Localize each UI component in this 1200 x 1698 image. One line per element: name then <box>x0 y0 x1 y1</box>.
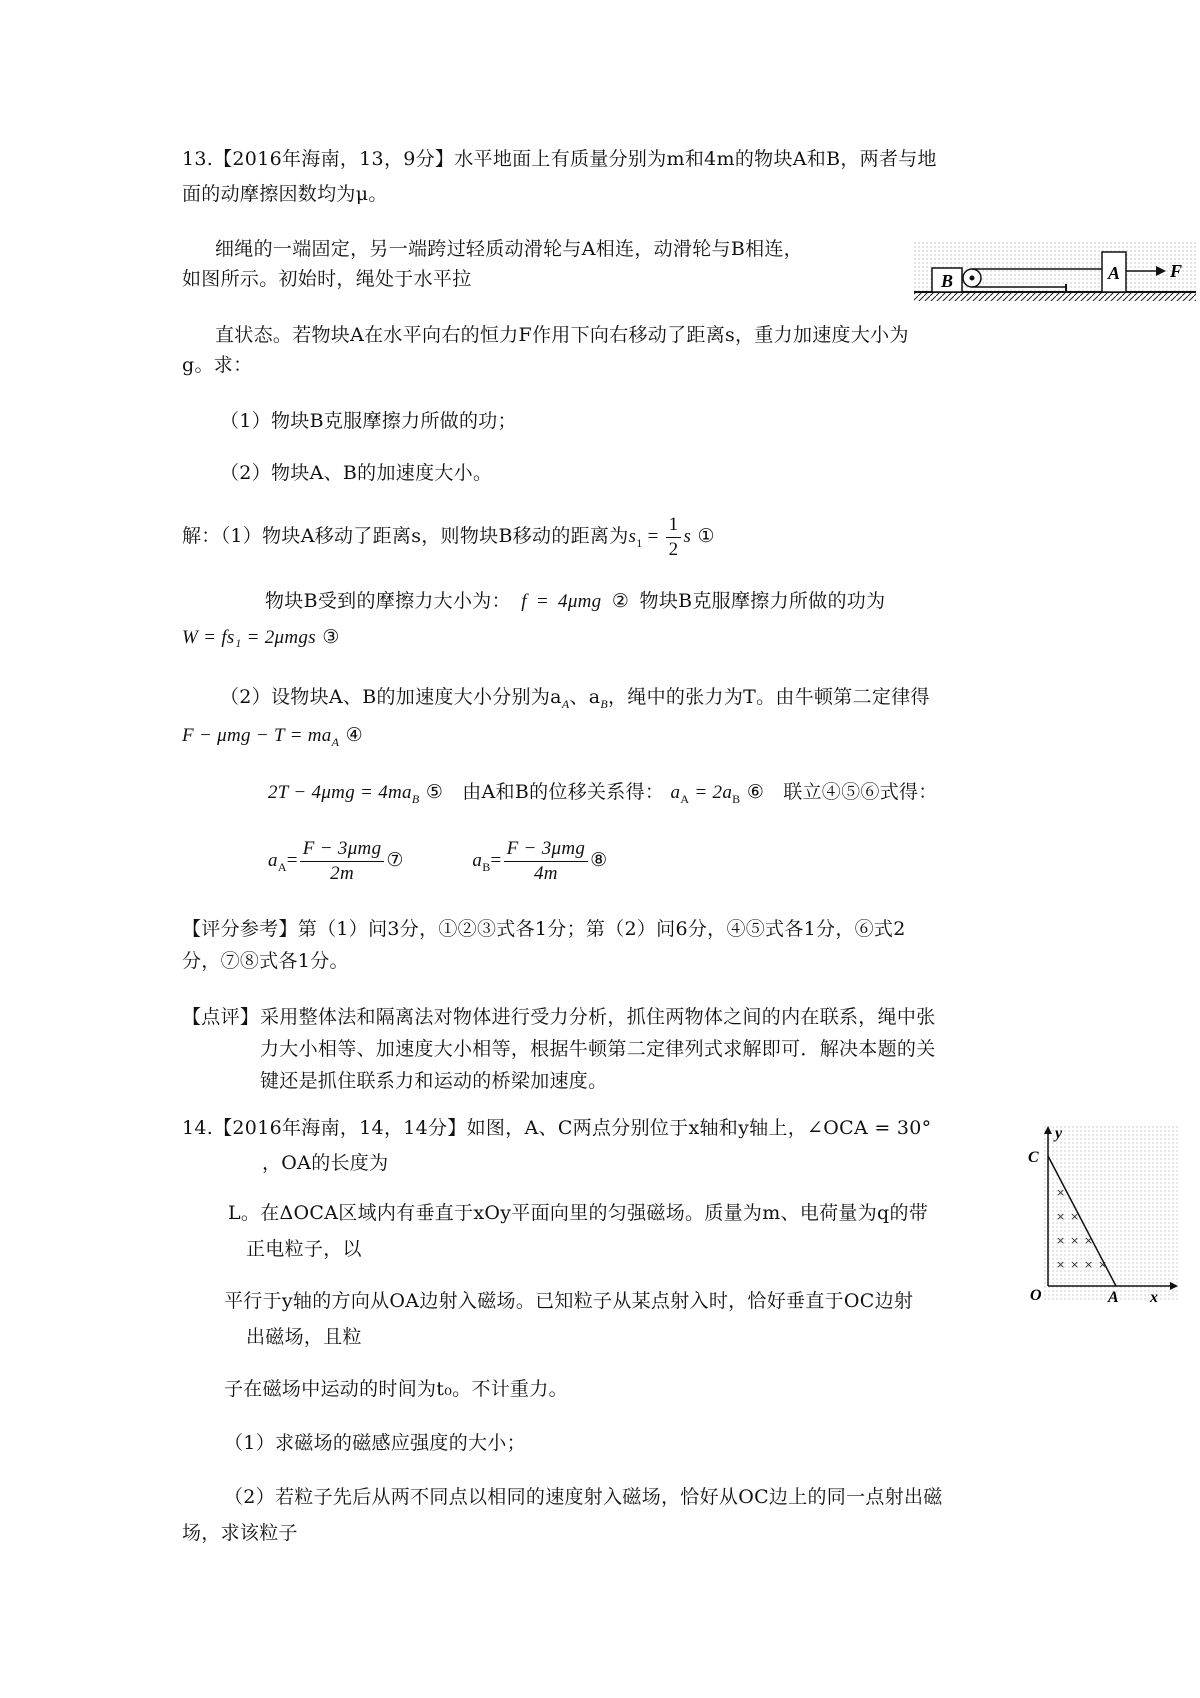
sol13-fraction-num: 1 <box>666 513 682 538</box>
point-c-label: C <box>1028 1149 1039 1166</box>
sol13-result-b-den: 4m <box>533 862 558 884</box>
sol13-result-b-sub: B <box>482 859 491 874</box>
sol13-mark-3: ③ <box>322 626 340 648</box>
pulley-axle-icon <box>970 276 975 281</box>
sol13-step-5 <box>182 722 363 755</box>
sol13-displacement-rhs: = 2a <box>689 782 733 803</box>
block-pulley-diagram <box>906 242 1200 306</box>
sol13-result-b-lhs: a <box>472 850 483 871</box>
sol13-step-1-text: 解：（1）物块A移动了距离s，则物块B移动的距离为 <box>182 525 629 547</box>
cross-mark: × <box>1070 1234 1080 1247</box>
review-line-1: 采用整体法和隔离法对物体进行受力分析，抓住两物体之间的内在联系，绳中张 <box>260 1006 936 1028</box>
sol13-step-4-text-b: 、a <box>569 686 601 708</box>
q13-line-1: 13.【2016年海南，13，9分】水平地面上有质量分别为m和4m的物块A和B，两者与地 <box>182 148 937 170</box>
sol13-mark-1: ① <box>697 525 715 547</box>
q13-line-2: 面的动摩擦因数均为μ。 <box>182 183 388 205</box>
grading-line-1: 【评分参考】第（1）问3分，①②③式各1分；第（2）问6分，④⑤式各1分，⑥式2 <box>182 918 906 940</box>
sol13-step-1-fraction <box>666 513 682 562</box>
cross-mark: × <box>1070 1258 1080 1271</box>
q13-para-1a: 细绳的一端固定，另一端跨过轻质动滑轮与A相连，动滑轮与B相连， <box>215 238 803 260</box>
sol13-displacement-lhs: a <box>670 782 681 803</box>
sol13-step-1-lhs-sub: 1 <box>636 535 643 550</box>
q13-para-1b: 如图所示。初始时，绳处于水平拉 <box>182 268 472 290</box>
sol13-step-4-sub-b: B <box>600 696 609 711</box>
y-axis-label: y <box>1055 1125 1063 1142</box>
grading-line-2: 分，⑦⑧式各1分。 <box>182 950 349 972</box>
sol13-friction-formula: f = 4μmg <box>521 591 602 612</box>
cross-mark: × <box>1084 1234 1094 1247</box>
sol13-mark-8: ⑧ <box>590 849 608 871</box>
review-line-3: 键还是抓住联系力和运动的桥梁加速度。 <box>260 1070 608 1092</box>
sol13-mark-5: ⑤ <box>425 781 444 803</box>
q14-line-1: 14.【2016年海南，14，14分】如图，A、C两点分别位于x轴和y轴上，∠OCA = 30° <box>182 1117 932 1139</box>
sol13-mark-6: ⑥ <box>746 781 765 803</box>
block-b-label: B <box>940 271 954 291</box>
cross-mark: × <box>1056 1210 1066 1223</box>
point-a-label: A <box>1108 1289 1119 1304</box>
sol13-step-1-lhs: s <box>628 526 637 547</box>
sol13-newton-a-formula: F − μmg − T = ma <box>182 725 332 746</box>
sol13-step-2b-text: 物块B克服摩擦力所做的功为 <box>639 590 886 612</box>
sol13-mark-7: ⑦ <box>386 849 404 871</box>
sol13-displacement-text: 由A和B的位移关系得： <box>462 781 665 803</box>
sol13-newton-b-formula: 2T − 4μmg = 4ma <box>268 782 412 803</box>
sol13-fraction-den: 2 <box>668 538 679 560</box>
block-a-label: A <box>1107 263 1121 283</box>
sol13-step-2 <box>265 588 885 615</box>
sol13-step-1 <box>182 508 715 571</box>
cross-mark: × <box>1070 1210 1080 1223</box>
sol13-result-b-num: F − 3μmg <box>504 837 589 862</box>
cross-mark: × <box>1056 1234 1066 1247</box>
q13-para-2a: 直状态。若物块A在水平向右的恒力F作用下向右移动了距离s，重力加速度大小为 <box>215 324 909 346</box>
sol13-step-1-eq: = <box>642 526 664 547</box>
cross-mark: × <box>1098 1258 1108 1271</box>
sol13-mark-2: ② <box>611 590 630 612</box>
sol13-newton-b-sub: B <box>411 791 420 806</box>
review-line-2: 力大小相等、加速度大小相等，根据牛顿第二定律列式求解即可．解决本题的关 <box>260 1038 936 1060</box>
sol13-work-formula: W = fs₁ = 2μmgs <box>182 627 316 648</box>
q14-line-2: ，OA的长度为 <box>262 1152 389 1174</box>
sol13-result-a-sub: A <box>277 859 287 874</box>
sol13-step-4-text-a: （2）设物块A、B的加速度大小分别为a <box>220 686 562 708</box>
q13-ask-1: （1）物块B克服摩擦力所做的功； <box>220 410 517 432</box>
magnetic-field-diagram <box>1024 1122 1182 1304</box>
sol13-result-a-den: 2m <box>330 862 354 884</box>
sol13-step-2-text: 物块B受到的摩擦力大小为： <box>265 590 511 612</box>
sol13-result-a-eq: = <box>286 850 298 871</box>
ground-hatch <box>914 293 1196 301</box>
sol13-result-a-lhs: a <box>268 850 278 871</box>
sol13-mark-4: ④ <box>345 724 363 746</box>
origin-label: O <box>1030 1287 1042 1304</box>
sol13-result-b-fraction <box>504 837 589 886</box>
q14-line-7: 子在磁场中运动的时间为t₀。不计重力。 <box>224 1378 568 1400</box>
sol13-newton-a-sub: A <box>331 734 340 749</box>
q14-line-6: 出磁场，且粒 <box>246 1326 362 1348</box>
x-axis-label: x <box>1150 1289 1158 1304</box>
q13-ask-2: （2）物块A、B的加速度大小。 <box>220 462 493 484</box>
sol13-step-6 <box>268 779 938 812</box>
cross-mark: × <box>1084 1258 1094 1271</box>
sol13-step-1-rhs: s <box>683 526 692 547</box>
sol13-displacement-lhs-sub: A <box>680 791 690 806</box>
sol13-result-a-fraction <box>300 837 385 886</box>
sol13-combine-text: 联立④⑤⑥式得： <box>783 781 938 803</box>
force-label: F <box>1170 261 1183 281</box>
q14-ask-1: （1）求磁场的磁感应强度的大小； <box>224 1432 526 1454</box>
q13-para-2b: g。求： <box>182 354 253 376</box>
sol13-results <box>268 832 608 895</box>
q14-ask-2b: 场，求该粒子 <box>182 1522 298 1544</box>
cross-mark: × <box>1056 1258 1066 1271</box>
sol13-step-4-text-c: ，绳中的张力为T。由牛顿第二定律得 <box>608 686 930 708</box>
q14-line-3: L。在ΔOCA区域内有垂直于xOy平面向里的匀强磁场。质量为m、电荷量为q的带 <box>228 1202 929 1224</box>
sol13-result-a-num: F − 3μmg <box>300 837 385 862</box>
q14-line-5: 平行于y轴的方向从OA边射入磁场。已知粒子从某点射入时，恰好垂直于OC边射 <box>224 1290 914 1312</box>
sol13-step-4-sub-a: A <box>561 696 570 711</box>
sol13-step-4 <box>220 684 930 717</box>
review-tag: 【点评】 <box>182 1006 260 1028</box>
sol13-displacement-rhs-sub: B <box>732 791 741 806</box>
sol13-step-3 <box>182 624 340 651</box>
q14-line-4: 正电粒子，以 <box>246 1238 362 1260</box>
q14-ask-2a: （2）若粒子先后从两不同点以相同的速度射入磁场，恰好从OC边上的同一点射出磁 <box>224 1486 943 1508</box>
sol13-result-b-eq: = <box>490 850 502 871</box>
cross-mark: × <box>1056 1186 1066 1199</box>
